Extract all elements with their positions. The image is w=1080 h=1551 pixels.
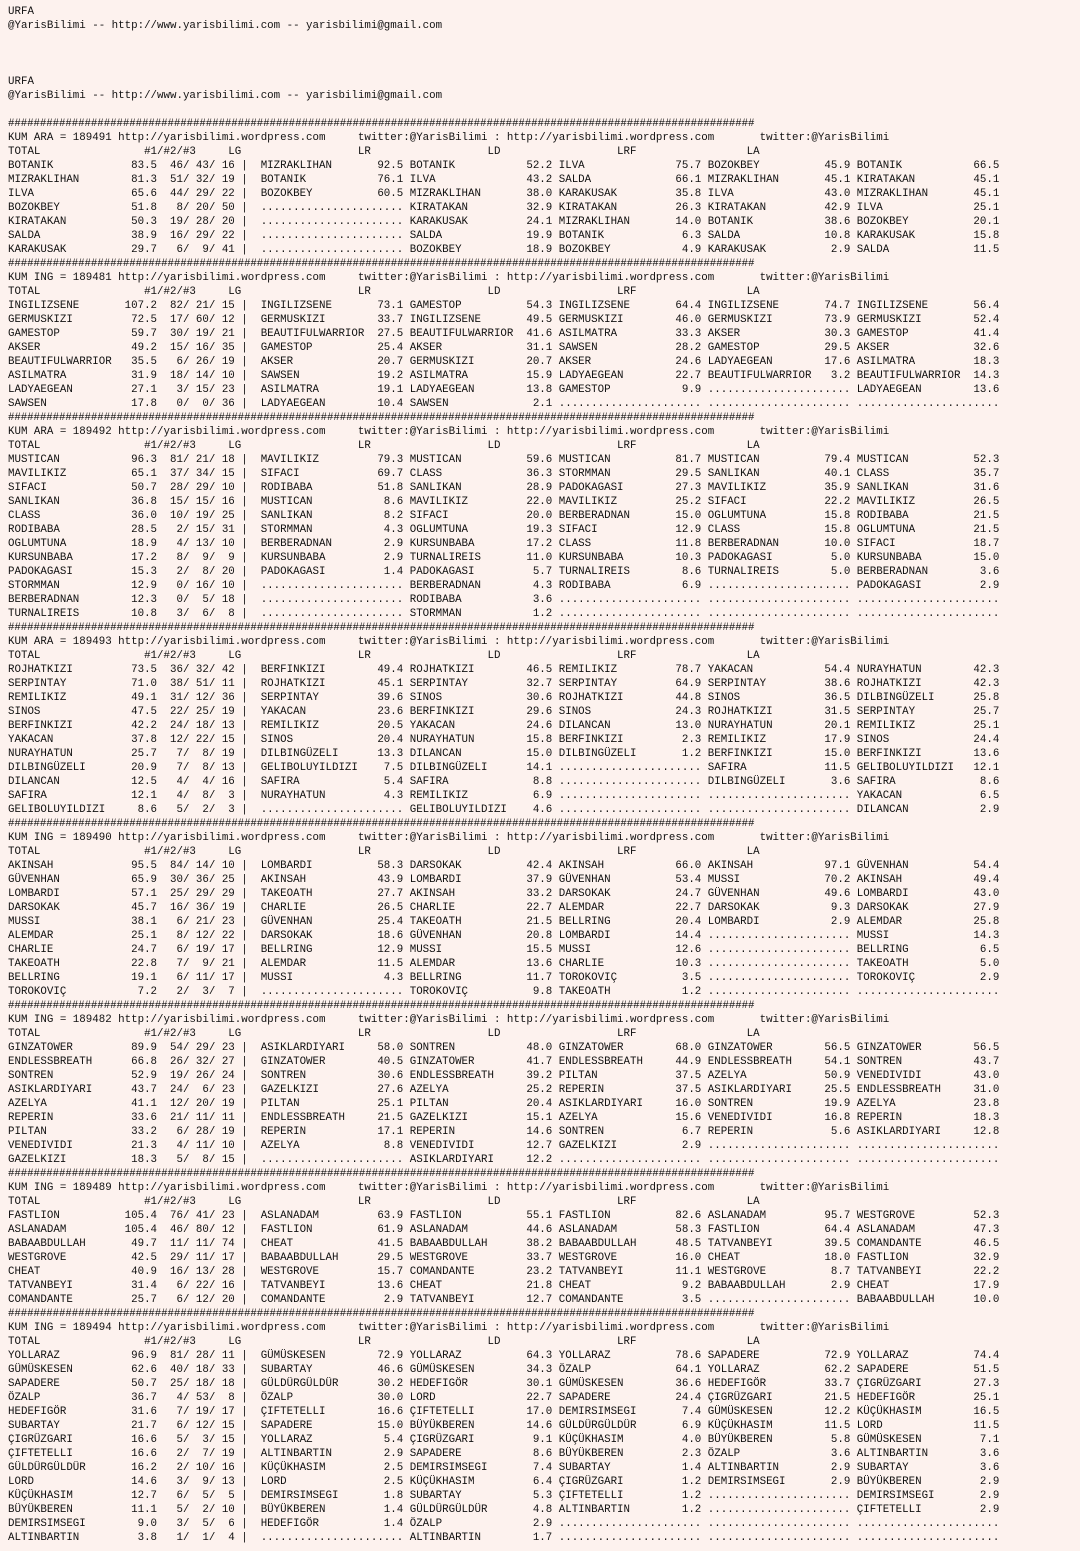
section-separator: ##################################################################################################################### [8, 1168, 755, 1180]
race-title: KUM ARA = 189493 http://yarisbilimi.wordpress.com twitter:@YarisBilimi : http://yarisbilimi.wordpress.com twitter:@YarisBilimi [8, 636, 890, 648]
race-title: KUM ING = 189482 http://yarisbilimi.wordpress.com twitter:@YarisBilimi : http://yarisbilimi.wordpress.com twitter:@YarisBilimi [8, 1014, 890, 1026]
column-header-row: TOTAL #1/#2/#3 LG LR LD LRF LA [8, 1028, 760, 1040]
table-row: PILTAN 33.2 6/ 28/ 19 | REPERIN 17.1 REPERIN 14.6 SONTREN 6.7 REPERIN 5.6 ASIKLARDIYARI 12.8 [8, 1126, 1000, 1138]
table-row: ENDLESSBREATH 66.8 26/ 32/ 27 | GINZATOWER 40.5 GINZATOWER 41.7 ENDLESSBREATH 44.9 ENDLESSBREATH 54.1 SONTREN 43.7 [8, 1056, 1000, 1068]
table-row: SINOS 47.5 22/ 25/ 19 | YAKACAN 23.6 BERFINKIZI 29.6 SINOS 24.3 ROJHATKIZI 31.5 SERPINTAY 25.7 [8, 706, 1000, 718]
column-header-row: TOTAL #1/#2/#3 LG LR LD LRF LA [8, 846, 760, 858]
table-row: FASTLION 105.4 76/ 41/ 23 | ASLANADAM 63.9 FASTLION 55.1 FASTLION 82.6 ASLANADAM 95.7 WESTGROVE 52.3 [8, 1210, 1000, 1222]
table-row: AZELYA 41.1 12/ 20/ 19 | PILTAN 25.1 PILTAN 20.4 ASIKLARDIYARI 16.0 SONTREN 19.9 AZELYA 23.8 [8, 1098, 1000, 1110]
column-header-row: TOTAL #1/#2/#3 LG LR LD LRF LA [8, 1196, 760, 1208]
race-title: KUM ARA = 189491 http://yarisbilimi.wordpress.com twitter:@YarisBilimi : http://yarisbilimi.wordpress.com twitter:@YarisBilimi [8, 132, 890, 144]
table-row: GÜMÜSKESEN 62.6 40/ 18/ 33 | SUBARTAY 46.6 GÜMÜSKESEN 34.3 ÖZALP 64.1 YOLLARAZ 62.2 SAPADERE 51.5 [8, 1364, 1000, 1376]
table-row: ÇIGRÜZGARI 16.6 5/ 3/ 15 | YOLLARAZ 5.4 ÇIGRÜZGARI 9.1 KÜÇÜKHASIM 4.0 BÜYÜKBEREN 5.8 GÜMÜSKESEN 7.1 [8, 1434, 1000, 1446]
header-line: URFA [8, 6, 34, 18]
section-separator: ##################################################################################################################### [8, 818, 755, 830]
table-row: LOMBARDI 57.1 25/ 29/ 29 | TAKEOATH 27.7 AKINSAH 33.2 DARSOKAK 24.7 GÜVENHAN 49.6 LOMBARDI 43.0 [8, 888, 1000, 900]
header-line [8, 33, 1080, 47]
column-header-row: TOTAL #1/#2/#3 LG LR LD LRF LA [8, 650, 760, 662]
table-row: SONTREN 52.9 19/ 26/ 24 | SONTREN 30.6 ENDLESSBREATH 39.2 PILTAN 37.5 AZELYA 50.9 VENEDIVIDI 43.0 [8, 1070, 1000, 1082]
table-row: MAVILIKIZ 65.1 37/ 34/ 15 | SIFACI 69.7 CLASS 36.3 STORMMAN 29.5 SANLIKAN 40.1 CLASS 35.7 [8, 468, 1000, 480]
table-row: ÖZALP 36.7 4/ 53/ 8 | ÖZALP 30.0 LORD 22.7 SAPADERE 24.4 ÇIGRÜZGARI 21.5 HEDEFIGÖR 25.1 [8, 1392, 1000, 1404]
table-row: DILANCAN 12.5 4/ 4/ 16 | SAFIRA 5.4 SAFIRA 8.8 ...................... DILBINGÜZELI 3.6 SAFIRA 8.6 [8, 776, 1000, 788]
table-row: GERMUSKIZI 72.5 17/ 60/ 12 | GERMUSKIZI 33.7 INGILIZSENE 49.5 GERMUSKIZI 46.0 GERMUSKIZI 73.9 GERMUSKIZI 52.4 [8, 314, 1000, 326]
table-row: TATVANBEYI 31.4 6/ 22/ 16 | TATVANBEYI 13.6 CHEAT 21.8 CHEAT 9.2 BABAABDULLAH 2.9 CHEAT 17.9 [8, 1280, 1000, 1292]
table-row: MUSSI 38.1 6/ 21/ 23 | GÜVENHAN 25.4 TAKEOATH 21.5 BELLRING 20.4 LOMBARDI 2.9 ALEMDAR 25.8 [8, 916, 1000, 928]
section-separator: ##################################################################################################################### [8, 622, 755, 634]
section-separator: ##################################################################################################################### [8, 1308, 755, 1320]
table-row: LORD 14.6 3/ 9/ 13 | LORD 2.5 KÜÇÜKHASIM 6.4 ÇIGRÜZGARI 1.2 DEMIRSIMSEGI 2.9 BÜYÜKBEREN 2.9 [8, 1476, 1000, 1488]
table-row: RODIBABA 28.5 2/ 15/ 31 | STORMMAN 4.3 OGLUMTUNA 19.3 SIFACI 12.9 CLASS 15.8 OGLUMTUNA 21.5 [8, 524, 1000, 536]
table-row: STORMMAN 12.9 0/ 16/ 10 | ...................... BERBERADNAN 4.3 RODIBABA 6.9 ...................... PADOKAGASI 2.9 [8, 580, 1000, 592]
table-row: SALDA 38.9 16/ 29/ 22 | ...................... SALDA 19.9 BOTANIK 6.3 SALDA 10.8 KARAKUSAK 15.8 [8, 230, 1000, 242]
table-row: DARSOKAK 45.7 16/ 36/ 19 | CHARLIE 26.5 CHARLIE 22.7 ALEMDAR 22.7 DARSOKAK 9.3 DARSOKAK 27.9 [8, 902, 1000, 914]
header-line [8, 47, 1080, 61]
table-row: BERFINKIZI 42.2 24/ 18/ 13 | REMILIKIZ 20.5 YAKACAN 24.6 DILANCAN 13.0 NURAYHATUN 20.1 REMILIKIZ 25.1 [8, 720, 1000, 732]
table-row: TOROKOVIÇ 7.2 2/ 3/ 7 | ...................... TOROKOVIÇ 9.8 TAKEOATH 1.2 ...................... ...................... [8, 986, 1000, 998]
table-row: SANLIKAN 36.8 15/ 15/ 16 | MUSTICAN 8.6 MAVILIKIZ 22.0 MAVILIKIZ 25.2 SIFACI 22.2 MAVILIKIZ 26.5 [8, 496, 1000, 508]
header-line: URFA [8, 76, 34, 88]
table-row: AKINSAH 95.5 84/ 14/ 10 | LOMBARDI 58.3 DARSOKAK 42.4 AKINSAH 66.0 AKINSAH 97.1 GÜVENHAN 54.4 [8, 860, 1000, 872]
table-row: CLASS 36.0 10/ 19/ 25 | SANLIKAN 8.2 SIFACI 20.0 BERBERADNAN 15.0 OGLUMTUNA 15.8 RODIBABA 21.5 [8, 510, 1000, 522]
race-title: KUM ING = 189481 http://yarisbilimi.wordpress.com twitter:@YarisBilimi : http://yarisbilimi.wordpress.com twitter:@YarisBilimi [8, 272, 890, 284]
table-row: INGILIZSENE 107.2 82/ 21/ 15 | INGILIZSENE 73.1 GAMESTOP 54.3 INGILIZSENE 64.4 INGILIZSENE 74.7 INGILIZSENE 56.4 [8, 300, 1000, 312]
table-row: SERPINTAY 71.0 38/ 51/ 11 | ROJHATKIZI 45.1 SERPINTAY 32.7 SERPINTAY 64.9 SERPINTAY 38.6 ROJHATKIZI 42.3 [8, 678, 1000, 690]
table-row: SUBARTAY 21.7 6/ 12/ 15 | SAPADERE 15.0 BÜYÜKBEREN 14.6 GÜLDÜRGÜLDÜR 6.9 KÜÇÜKHASIM 11.5 LORD 11.5 [8, 1420, 1000, 1432]
table-row: REMILIKIZ 49.1 31/ 12/ 36 | SERPINTAY 39.6 SINOS 30.6 ROJHATKIZI 44.8 SINOS 36.5 DILBINGÜZELI 25.8 [8, 692, 1000, 704]
table-row: GÜLDÜRGÜLDÜR 16.2 2/ 10/ 16 | KÜÇÜKHASIM 2.5 DEMIRSIMSEGI 7.4 SUBARTAY 1.4 ALTINBARTIN 2.9 SUBARTAY 3.6 [8, 1462, 1000, 1474]
table-row: TURNALIREIS 10.8 3/ 6/ 8 | ...................... STORMMAN 1.2 ...................... ...................... ...................... [8, 608, 1000, 620]
table-row: PADOKAGASI 15.3 2/ 8/ 20 | PADOKAGASI 1.4 PADOKAGASI 5.7 TURNALIREIS 8.6 TURNALIREIS 5.0 BERBERADNAN 3.6 [8, 566, 1000, 578]
race-title: KUM ARA = 189492 http://yarisbilimi.wordpress.com twitter:@YarisBilimi : http://yarisbilimi.wordpress.com twitter:@YarisBilimi [8, 426, 890, 438]
table-row: YAKACAN 37.8 12/ 22/ 15 | SINOS 20.4 NURAYHATUN 15.8 BERFINKIZI 2.3 REMILIKIZ 17.9 SINOS 24.4 [8, 734, 1000, 746]
table-row: KURSUNBABA 17.2 8/ 9/ 9 | KURSUNBABA 2.9 TURNALIREIS 11.0 KURSUNBABA 10.3 PADOKAGASI 5.0 KURSUNBABA 15.0 [8, 552, 1000, 564]
table-row: BEAUTIFULWARRIOR 35.5 6/ 26/ 19 | AKSER 20.7 GERMUSKIZI 20.7 AKSER 24.6 LADYAEGEAN 17.6 ASILMATRA 18.3 [8, 356, 1000, 368]
section-separator: ##################################################################################################################### [8, 1000, 755, 1012]
table-row: ALEMDAR 25.1 8/ 12/ 22 | DARSOKAK 18.6 GÜVENHAN 20.8 LOMBARDI 14.4 ...................... MUSSI 14.3 [8, 930, 1000, 942]
table-row: AKSER 49.2 15/ 16/ 35 | GAMESTOP 25.4 AKSER 31.1 SAWSEN 28.2 GAMESTOP 29.5 AKSER 32.6 [8, 342, 1000, 354]
table-row: ALTINBARTIN 3.8 1/ 1/ 4 | ...................... ALTINBARTIN 1.7 ...................... ...................... ...................... [8, 1532, 1000, 1544]
race-title: KUM ING = 189489 http://yarisbilimi.wordpress.com twitter:@YarisBilimi : http://yarisbilimi.wordpress.com twitter:@YarisBilimi [8, 1182, 890, 1194]
table-row: ÇIFTETELLI 16.6 2/ 7/ 19 | ALTINBARTIN 2.9 SAPADERE 8.6 BÜYÜKBEREN 2.3 ÖZALP 3.6 ALTINBARTIN 3.6 [8, 1448, 1000, 1460]
table-row: KÜÇÜKHASIM 12.7 6/ 5/ 5 | DEMIRSIMSEGI 1.8 SUBARTAY 5.3 ÇIFTETELLI 1.2 ...................... DEMIRSIMSEGI 2.9 [8, 1490, 1000, 1502]
table-row: ROJHATKIZI 73.5 36/ 32/ 42 | BERFINKIZI 49.4 ROJHATKIZI 46.5 REMILIKIZ 78.7 YAKACAN 54.4 NURAYHATUN 42.3 [8, 664, 1000, 676]
table-row: TAKEOATH 22.8 7/ 9/ 21 | ALEMDAR 11.5 ALEMDAR 13.6 CHARLIE 10.3 ...................... TAKEOATH 5.0 [8, 958, 1000, 970]
table-row: MUSTICAN 96.3 81/ 21/ 18 | MAVILIKIZ 79.3 MUSTICAN 59.6 MUSTICAN 81.7 MUSTICAN 79.4 MUSTICAN 52.3 [8, 454, 1000, 466]
race-title: KUM ING = 189490 http://yarisbilimi.wordpress.com twitter:@YarisBilimi : http://yarisbilimi.wordpress.com twitter:@YarisBilimi [8, 832, 890, 844]
table-row: DEMIRSIMSEGI 9.0 3/ 5/ 6 | HEDEFIGÖR 1.4 ÖZALP 2.9 ...................... ...................... ...................... [8, 1518, 1000, 1530]
table-row: BABAABDULLAH 49.7 11/ 11/ 74 | CHEAT 41.5 BABAABDULLAH 38.2 BABAABDULLAH 48.5 TATVANBEYI 39.5 COMANDANTE 46.5 [8, 1238, 1000, 1250]
table-row: MIZRAKLIHAN 81.3 51/ 32/ 19 | BOTANIK 76.1 ILVA 43.2 SALDA 66.1 MIZRAKLIHAN 45.1 KIRATAKAN 45.1 [8, 174, 1000, 186]
table-row: VENEDIVIDI 21.3 4/ 11/ 10 | AZELYA 8.8 VENEDIVIDI 12.7 GAZELKIZI 2.9 ...................... ...................... [8, 1140, 1000, 1152]
table-row: DILBINGÜZELI 20.9 7/ 8/ 13 | GELIBOLUYILDIZI 7.5 DILBINGÜZELI 14.1 ...................... SAFIRA 11.5 GELIBOLUYILDIZI 12.1 [8, 762, 1000, 774]
table-row: GINZATOWER 89.9 54/ 29/ 23 | ASIKLARDIYARI 58.0 SONTREN 48.0 GINZATOWER 68.0 GINZATOWER 56.5 GINZATOWER 56.5 [8, 1042, 1000, 1054]
header-line [8, 103, 1080, 117]
column-header-row: TOTAL #1/#2/#3 LG LR LD LRF LA [8, 440, 760, 452]
column-header-row: TOTAL #1/#2/#3 LG LR LD LRF LA [8, 146, 760, 158]
table-row: BERBERADNAN 12.3 0/ 5/ 18 | ...................... RODIBABA 3.6 ...................... ...................... ...................... [8, 594, 1000, 606]
table-row: KARAKUSAK 29.7 6/ 9/ 41 | ...................... BOZOKBEY 18.9 BOZOKBEY 4.9 KARAKUSAK 2.9 SALDA 11.5 [8, 244, 1000, 256]
header-line [8, 61, 1080, 75]
table-row: BELLRING 19.1 6/ 11/ 17 | MUSSI 4.3 BELLRING 11.7 TOROKOVIÇ 3.5 ...................... TOROKOVIÇ 2.9 [8, 972, 1000, 984]
table-row: OGLUMTUNA 18.9 4/ 13/ 10 | BERBERADNAN 2.9 KURSUNBABA 17.2 CLASS 11.8 BERBERADNAN 10.0 SIFACI 18.7 [8, 538, 1000, 550]
table-row: SIFACI 50.7 28/ 29/ 10 | RODIBABA 51.8 SANLIKAN 28.9 PADOKAGASI 27.3 MAVILIKIZ 35.9 SANLIKAN 31.6 [8, 482, 1000, 494]
table-row: BOZOKBEY 51.8 8/ 20/ 50 | ...................... KIRATAKAN 32.9 KIRATAKAN 26.3 KIRATAKAN 42.9 ILVA 25.1 [8, 202, 1000, 214]
table-row: LADYAEGEAN 27.1 3/ 15/ 23 | ASILMATRA 19.1 LADYAEGEAN 13.8 GAMESTOP 9.9 ...................... LADYAEGEAN 13.6 [8, 384, 1000, 396]
table-row: WESTGROVE 42.5 29/ 11/ 17 | BABAABDULLAH 29.5 WESTGROVE 33.7 WESTGROVE 16.0 CHEAT 18.0 FASTLION 32.9 [8, 1252, 1000, 1264]
table-row: REPERIN 33.6 21/ 11/ 11 | ENDLESSBREATH 21.5 GAZELKIZI 15.1 AZELYA 15.6 VENEDIVIDI 16.8 REPERIN 18.3 [8, 1112, 1000, 1124]
table-row: SAFIRA 12.1 4/ 8/ 3 | NURAYHATUN 4.3 REMILIKIZ 6.9 ...................... ...................... YAKACAN 6.5 [8, 790, 1000, 802]
header-line: @YarisBilimi -- http://www.yarisbilimi.com -- yarisbilimi@gmail.com [8, 90, 443, 102]
table-row: HEDEFIGÖR 31.6 7/ 19/ 17 | ÇIFTETELLI 16.6 ÇIFTETELLI 17.0 DEMIRSIMSEGI 7.4 GÜMÜSKESEN 12.2 KÜÇÜKHASIM 16.5 [8, 1406, 1000, 1418]
section-separator: ##################################################################################################################### [8, 412, 755, 424]
table-row: BOTANIK 83.5 46/ 43/ 16 | MIZRAKLIHAN 92.5 BOTANIK 52.2 ILVA 75.7 BOZOKBEY 45.9 BOTANIK 66.5 [8, 160, 1000, 172]
table-row: SAPADERE 50.7 25/ 18/ 18 | GÜLDÜRGÜLDÜR 30.2 HEDEFIGÖR 30.1 GÜMÜSKESEN 36.6 HEDEFIGÖR 33.7 ÇIGRÜZGARI 27.3 [8, 1378, 1000, 1390]
header-line: @YarisBilimi -- http://www.yarisbilimi.com -- yarisbilimi@gmail.com [8, 20, 443, 32]
table-row: SAWSEN 17.8 0/ 0/ 36 | LADYAEGEAN 10.4 SAWSEN 2.1 ...................... ...................... ...................... [8, 398, 1000, 410]
section-separator: ##################################################################################################################### [8, 118, 755, 130]
column-header-row: TOTAL #1/#2/#3 LG LR LD LRF LA [8, 286, 760, 298]
table-row: COMANDANTE 25.7 6/ 12/ 20 | COMANDANTE 2.9 TATVANBEYI 12.7 COMANDANTE 3.5 ...................... BABAABDULLAH 10.0 [8, 1294, 1000, 1306]
column-header-row: TOTAL #1/#2/#3 LG LR LD LRF LA [8, 1336, 760, 1348]
table-row: ILVA 65.6 44/ 29/ 22 | BOZOKBEY 60.5 MIZRAKLIHAN 38.0 KARAKUSAK 35.8 ILVA 43.0 MIZRAKLIHAN 45.1 [8, 188, 1000, 200]
table-row: YOLLARAZ 96.9 81/ 28/ 11 | GÜMÜSKESEN 72.9 YOLLARAZ 64.3 YOLLARAZ 78.6 SAPADERE 72.9 YOLLARAZ 74.4 [8, 1350, 1000, 1362]
table-row: CHARLIE 24.7 6/ 19/ 17 | BELLRING 12.9 MUSSI 15.5 MUSSI 12.6 ...................... BELLRING 6.5 [8, 944, 1000, 956]
table-row: GAMESTOP 59.7 30/ 19/ 21 | BEAUTIFULWARRIOR 27.5 BEAUTIFULWARRIOR 41.6 ASILMATRA 33.3 AKSER 30.3 GAMESTOP 41.4 [8, 328, 1000, 340]
table-row: BÜYÜKBEREN 11.1 5/ 2/ 10 | BÜYÜKBEREN 1.4 GÜLDÜRGÜLDÜR 4.8 ALTINBARTIN 1.2 ...................... ÇIFTETELLI 2.9 [8, 1504, 1000, 1516]
table-row: GELIBOLUYILDIZI 8.6 5/ 2/ 3 | ...................... GELIBOLUYILDIZI 4.6 ...................... ...................... DILANCAN 2.9 [8, 804, 1000, 816]
table-row: KIRATAKAN 50.3 19/ 28/ 20 | ...................... KARAKUSAK 24.1 MIZRAKLIHAN 14.0 BOTANIK 38.6 BOZOKBEY 20.1 [8, 216, 1000, 228]
section-separator: ##################################################################################################################### [8, 258, 755, 270]
table-row: ASLANADAM 105.4 46/ 80/ 12 | FASTLION 61.9 ASLANADAM 44.6 ASLANADAM 58.3 FASTLION 64.4 ASLANADAM 47.3 [8, 1224, 1000, 1236]
table-row: ASIKLARDIYARI 43.7 24/ 6/ 23 | GAZELKIZI 27.6 AZELYA 25.2 REPERIN 37.5 ASIKLARDIYARI 25.5 ENDLESSBREATH 31.0 [8, 1084, 1000, 1096]
table-row: NURAYHATUN 25.7 7/ 8/ 19 | DILBINGÜZELI 13.3 DILANCAN 15.0 DILBINGÜZELI 1.2 BERFINKIZI 15.0 BERFINKIZI 13.6 [8, 748, 1000, 760]
table-row: CHEAT 40.9 16/ 13/ 28 | WESTGROVE 15.7 COMANDANTE 23.2 TATVANBEYI 11.1 WESTGROVE 8.7 TATVANBEYI 22.2 [8, 1266, 1000, 1278]
table-row: GÜVENHAN 65.9 30/ 36/ 25 | AKINSAH 43.9 LOMBARDI 37.9 GÜVENHAN 53.4 MUSSI 70.2 AKINSAH 49.4 [8, 874, 1000, 886]
race-title: KUM ING = 189494 http://yarisbilimi.wordpress.com twitter:@YarisBilimi : http://yarisbilimi.wordpress.com twitter:@YarisBilimi [8, 1322, 890, 1334]
table-row: ASILMATRA 31.9 18/ 14/ 10 | SAWSEN 19.2 ASILMATRA 15.9 LADYAEGEAN 22.7 BEAUTIFULWARRIOR 3.2 BEAUTIFULWARRIOR 14.3 [8, 370, 1000, 382]
table-row: GAZELKIZI 18.3 5/ 8/ 15 | ...................... ASIKLARDIYARI 12.2 ...................... ...................... ...................... [8, 1154, 1000, 1166]
